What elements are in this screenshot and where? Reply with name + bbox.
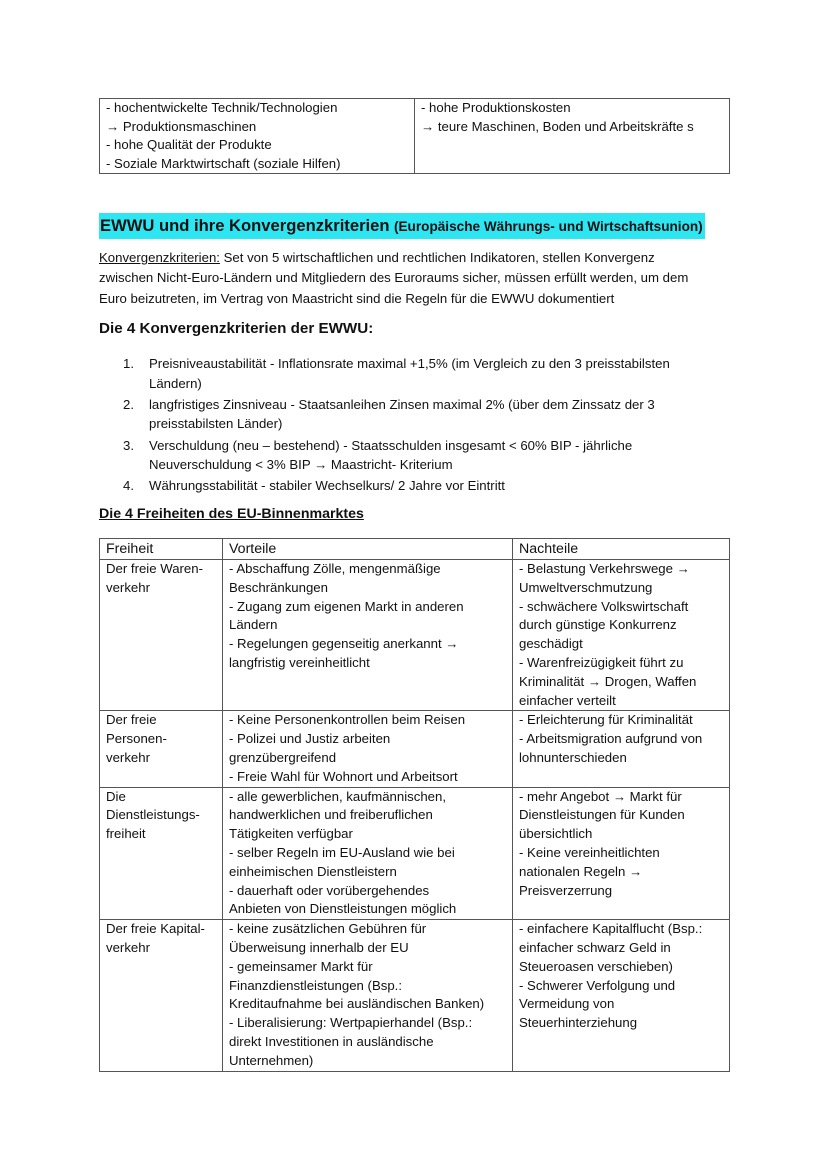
advantages-cell <box>100 99 415 174</box>
cell-line: Steuerhinterziehung <box>519 1015 638 1031</box>
table-row <box>100 711 730 787</box>
cell-line: Der freie <box>106 712 157 728</box>
disadvantages-cell <box>415 99 730 174</box>
cell-line: grenzübergreifend <box>229 749 337 765</box>
cell-line: Umweltverschmutzung <box>519 579 653 595</box>
cell-line: - selber Regeln im EU-Ausland wie bei <box>229 844 455 860</box>
cell-line: Preisverzerrung <box>519 882 613 898</box>
freedom-cell <box>100 920 223 1071</box>
cell-line: durch günstige Konkurrenz <box>519 617 677 633</box>
cell-line: Ländern <box>229 617 278 633</box>
cell-line: - schwächere Volkswirtschaft <box>519 598 689 614</box>
table-row <box>100 560 730 711</box>
freedoms-heading: Die 4 Freiheiten des EU-Binnenmarktes <box>99 506 364 522</box>
cell-line: Überweisung innerhalb der EU <box>229 939 409 955</box>
column-header-nachteile: Nachteile <box>513 539 730 560</box>
cell-line: Kreditaufnahme bei ausländischen Banken) <box>229 996 485 1012</box>
list-text: Neuverschuldung < 3% BIP → Maastricht- Kriterium <box>149 457 453 473</box>
cell-line: - Freie Wahl für Wohnort und Arbeitsort <box>229 768 458 784</box>
cell-line: Personen- <box>106 731 167 747</box>
advantages-cell <box>223 711 513 787</box>
list-number: 4. <box>123 478 134 494</box>
cell-line: - Warenfreizügigkeit führt zu <box>519 654 684 670</box>
cell-line: - Keine Personenkontrollen beim Reisen <box>229 712 466 728</box>
cell-line: einfacher schwarz Geld in <box>519 939 671 955</box>
cell-line: lohnunterschieden <box>519 749 627 765</box>
list-text: preisstabilsten Länder) <box>149 416 283 432</box>
cell-line: - gemeinsamer Markt für <box>229 958 373 974</box>
cell-line: langfristig vereinheitlicht <box>229 654 370 670</box>
definition-text: zwischen Nicht-Euro-Ländern und Mitgliedern des Euroraums sicher, müssen erfüllt werden, um dem <box>99 270 689 286</box>
cell-line: - Schwerer Verfolgung und <box>519 977 676 993</box>
cell-line: - mehr Angebot → Markt für <box>519 788 682 804</box>
freedoms-table <box>99 538 730 1072</box>
freedom-cell <box>100 787 223 920</box>
cell-line: - Regelungen gegenseitig anerkannt → <box>229 636 459 652</box>
cell-line: geschädigt <box>519 636 583 652</box>
list-text: Währungsstabilität - stabiler Wechselkurs/ 2 Jahre vor Eintritt <box>149 478 505 494</box>
disadvantages-cell <box>513 787 730 920</box>
cell-line: - hohe Produktionskosten <box>421 100 571 115</box>
list-item <box>118 436 738 475</box>
cell-line: - Arbeitsmigration aufgrund von <box>519 731 703 747</box>
cell-line: - alle gewerblichen, kaufmännischen, <box>229 788 446 804</box>
cell-line: Die <box>106 788 126 804</box>
list-item <box>118 354 738 393</box>
cell-line: Dienstleistungen für Kunden <box>519 807 685 823</box>
cell-line: - Liberalisierung: Wertpapierhandel (Bsp.: <box>229 1015 473 1031</box>
cell-line: Steueroasen verschieben) <box>519 958 673 974</box>
comparison-table <box>99 98 730 174</box>
cell-line: direkt Investitionen in ausländische <box>229 1033 434 1049</box>
cell-line: - hochentwickelte Technik/Technologien <box>106 100 338 115</box>
advantages-cell <box>223 787 513 920</box>
freedom-cell <box>100 560 223 711</box>
cell-line: übersichtlich <box>519 826 593 842</box>
cell-line: → teure Maschinen, Boden und Arbeitskräfte s <box>421 118 694 134</box>
cell-line: - Soziale Marktwirtschaft (soziale Hilfen) <box>106 155 341 171</box>
cell-line: - Zugang zum eigenen Markt in anderen <box>229 598 464 614</box>
cell-line: freiheit <box>106 826 146 842</box>
list-item <box>118 476 738 496</box>
ewwu-heading <box>99 213 705 239</box>
list-text: Ländern) <box>149 375 202 391</box>
ewwu-heading-sub: (Europäische Währungs- und Wirtschaftsunion) <box>393 219 703 234</box>
cell-line: Dienstleistungs- <box>106 807 200 823</box>
cell-line: Tätigkeiten verfügbar <box>229 826 353 842</box>
cell-line: Unternehmen) <box>229 1052 314 1068</box>
definition-label: Konvergenzkriterien: <box>99 250 220 265</box>
cell-line: einfacher verteilt <box>519 692 616 708</box>
column-header-vorteile: Vorteile <box>223 539 513 560</box>
cell-line: verkehr <box>106 749 150 765</box>
list-number: 3. <box>123 437 134 453</box>
freedom-cell <box>100 711 223 787</box>
cell-line: - Keine vereinheitlichten <box>519 844 660 860</box>
cell-line: - Abschaffung Zölle, mengenmäßige <box>229 561 441 576</box>
list-number: 1. <box>123 356 134 371</box>
cell-line: - keine zusätzlichen Gebühren für <box>229 921 427 937</box>
cell-line: - dauerhaft oder vorübergehendes <box>229 882 430 898</box>
criteria-heading: Die 4 Konvergenzkriterien der EWWU: <box>99 320 374 337</box>
cell-line: verkehr <box>106 579 150 595</box>
cell-line: Kriminalität → Drogen, Waffen <box>519 673 697 689</box>
disadvantages-cell <box>513 920 730 1071</box>
cell-line: verkehr <box>106 939 150 955</box>
disadvantages-cell <box>513 711 730 787</box>
cell-line: Beschränkungen <box>229 579 328 595</box>
cell-line: Der freie Kapital- <box>106 921 205 937</box>
convergence-definition <box>99 248 739 309</box>
column-header-freiheit: Freiheit <box>100 539 223 560</box>
cell-line: Finanzdienstleistungen (Bsp.: <box>229 977 403 993</box>
cell-line: → Produktionsmaschinen <box>106 118 257 134</box>
list-text: Preisniveaustabilität - Inflationsrate maximal +1,5% (im Vergleich zu den 3 preisstabilsten <box>149 356 670 371</box>
cell-line: handwerklichen und freiberuflichen <box>229 807 433 823</box>
table-row <box>100 920 730 1071</box>
cell-line: - einfachere Kapitalflucht (Bsp.: <box>519 921 703 937</box>
cell-line: Der freie Waren- <box>106 561 203 576</box>
cell-line: einheimischen Dienstleistern <box>229 863 397 879</box>
cell-line: - hohe Qualität der Produkte <box>106 137 272 153</box>
table-row <box>100 787 730 920</box>
list-text: Verschuldung (neu – bestehend) - Staatsschulden insgesamt < 60% BIP - jährliche <box>149 437 633 453</box>
disadvantages-cell <box>513 560 730 711</box>
cell-line: Vermeidung von <box>519 996 615 1012</box>
cell-line: nationalen Regeln → <box>519 863 643 879</box>
list-text: langfristiges Zinsniveau - Staatsanleihen Zinsen maximal 2% (über dem Zinssatz der 3 <box>149 396 655 412</box>
cell-line: Anbieten von Dienstleistungen möglich <box>229 901 457 917</box>
list-item <box>118 395 738 434</box>
ewwu-heading-main: EWWU und ihre Konvergenzkriterien <box>100 216 390 235</box>
criteria-list <box>118 354 738 498</box>
definition-text: Euro beizutreten, im Vertrag von Maastricht sind die Regeln für die EWWU dokumentiert <box>99 290 615 306</box>
advantages-cell <box>223 920 513 1071</box>
definition-text: Set von 5 wirtschaftlichen und rechtlichen Indikatoren, stellen Konvergenz <box>219 250 655 265</box>
advantages-cell <box>223 560 513 711</box>
table-header-row <box>100 539 730 560</box>
cell-line: - Polizei und Justiz arbeiten <box>229 731 391 747</box>
list-number: 2. <box>123 396 134 412</box>
cell-line: - Erleichterung für Kriminalität <box>519 712 693 728</box>
table-row <box>100 99 730 174</box>
cell-line: - Belastung Verkehrswege → <box>519 561 690 576</box>
